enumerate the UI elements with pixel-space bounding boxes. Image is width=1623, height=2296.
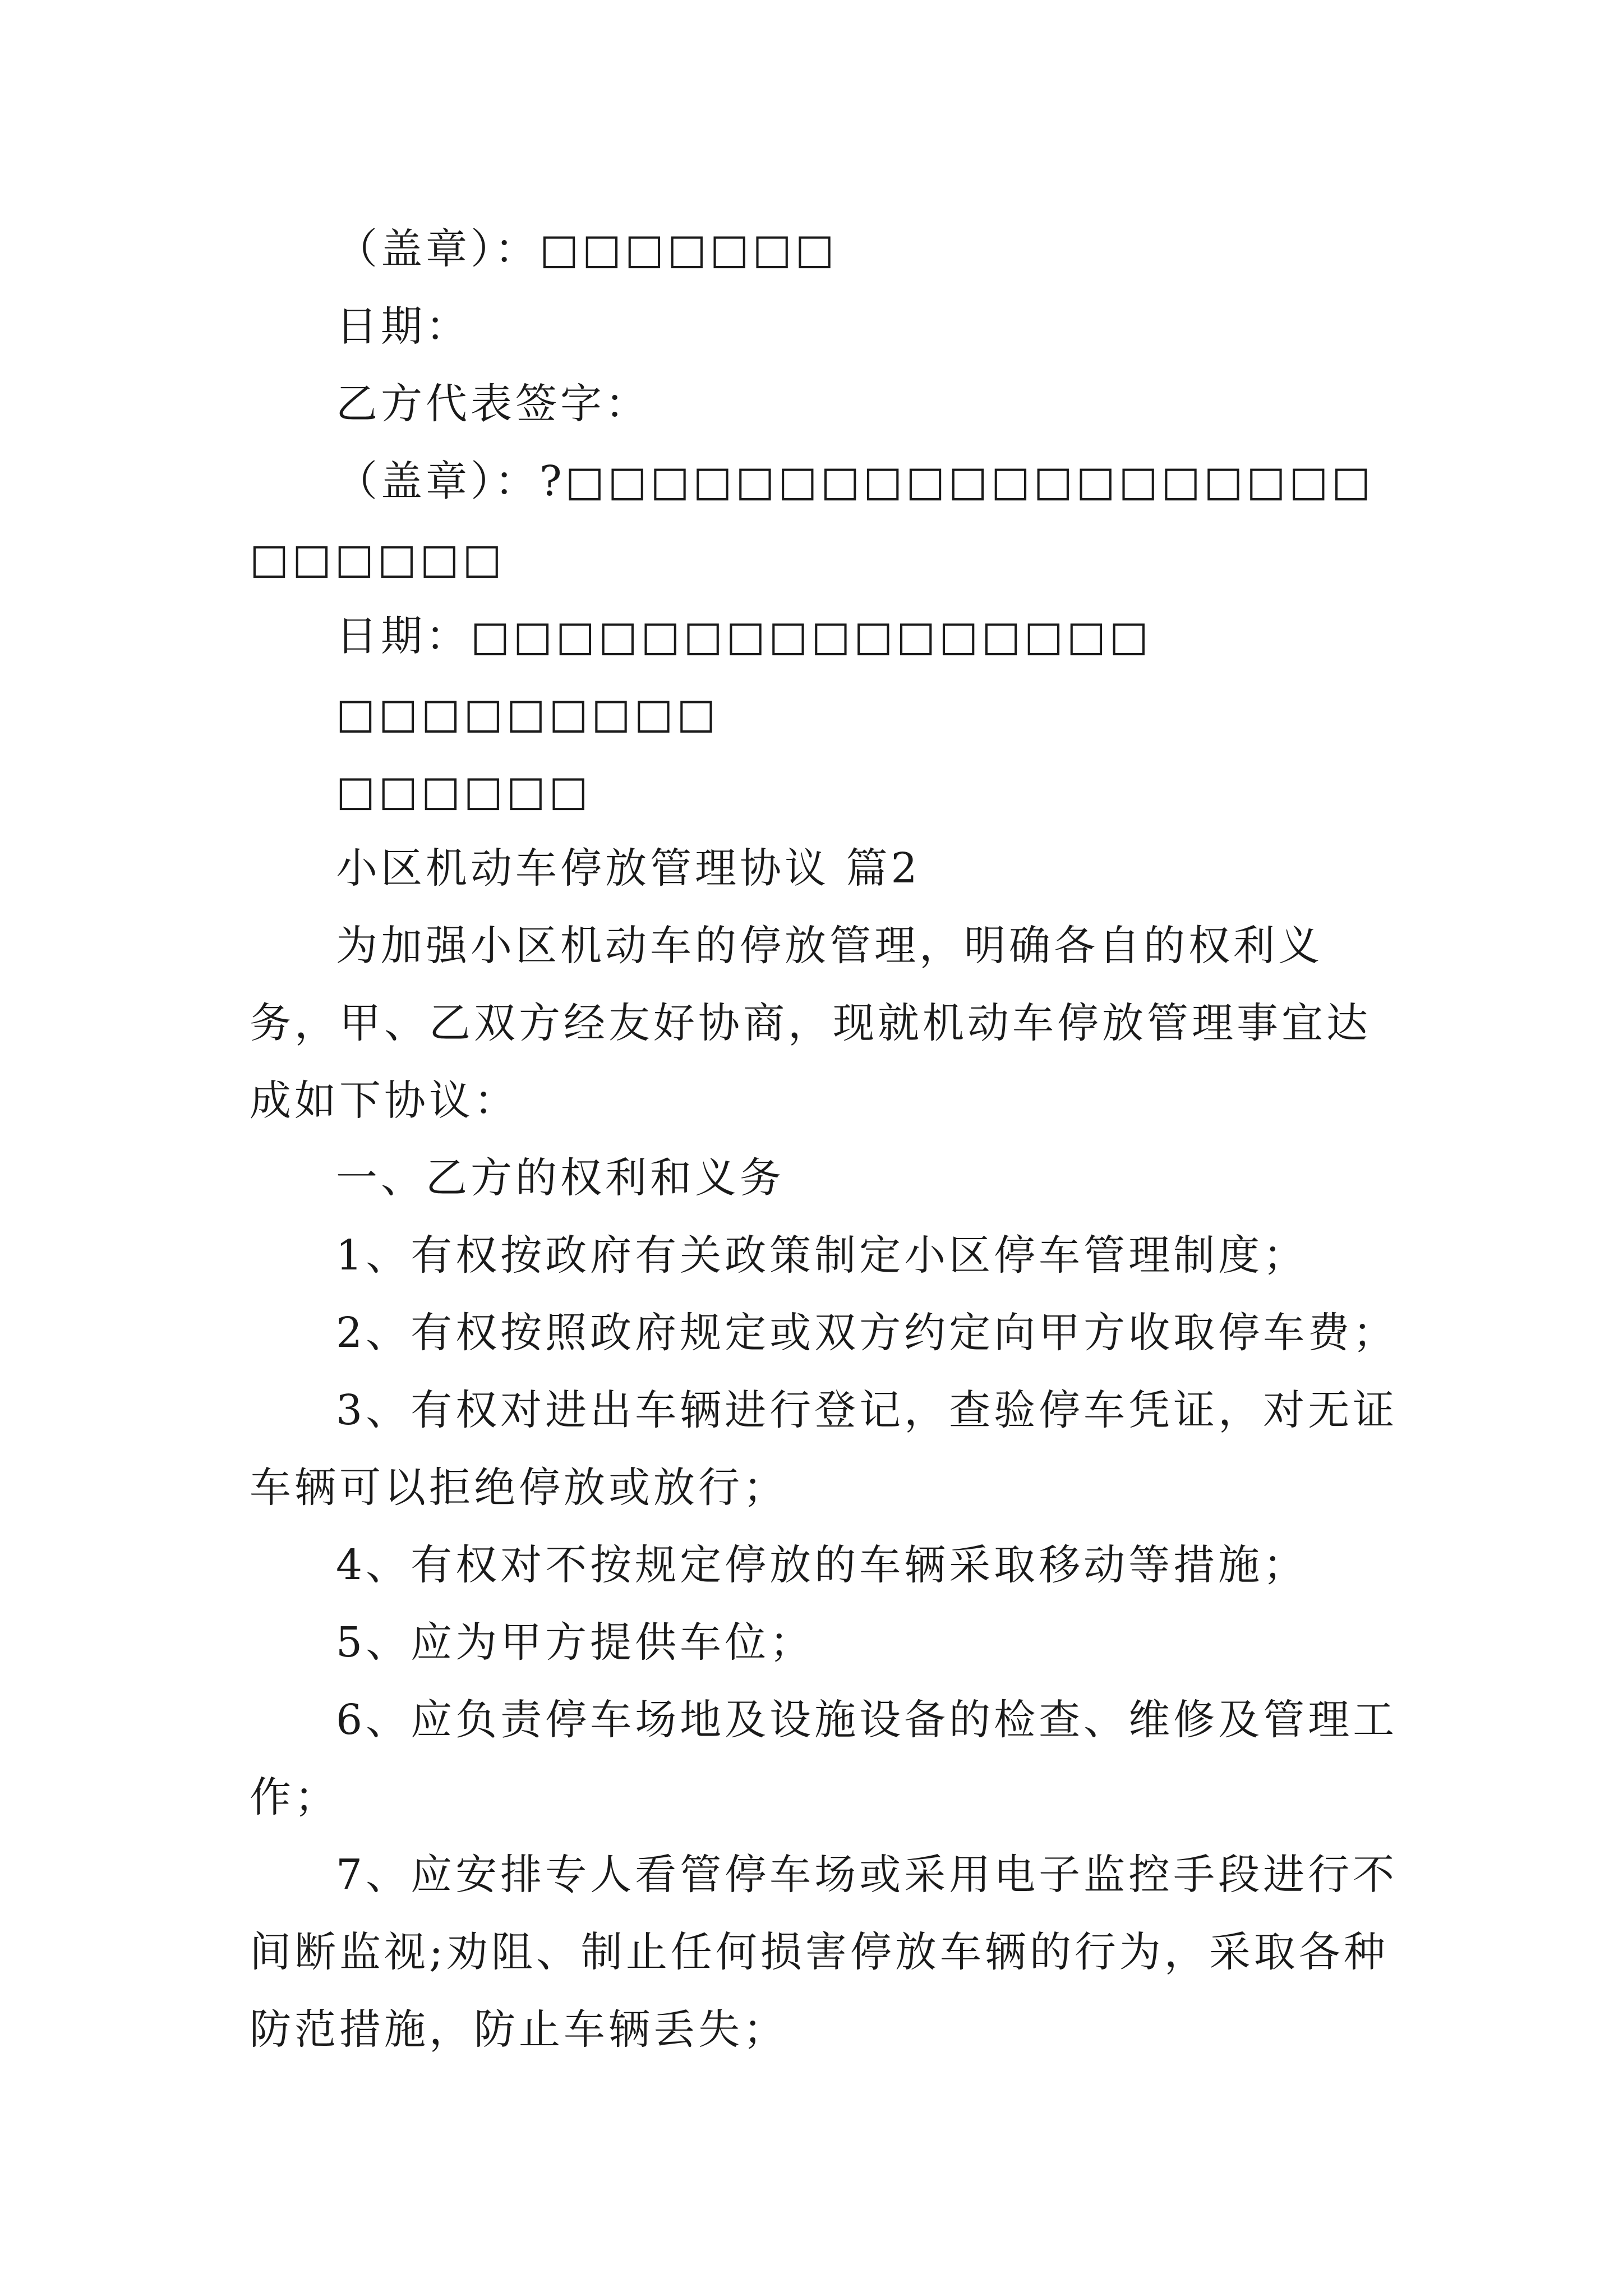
paragraph-intro: 为加强小区机动车的停放管理，明确各自的权利义务，甲、乙双方经友好协商，现就机动车停放管理事宜达成如下协议：: [250, 922, 1371, 1125]
paragraph-stamp-party-b: （盖章）：?□□□□□□□□□□□□□□□□□□□□□□□□□: [250, 457, 1375, 583]
paragraph-date-party-b: 日期：□□□□□□□□□□□□□□□□: [336, 612, 1152, 660]
paragraph-party-b-signature: 乙方代表签字：: [336, 380, 650, 428]
clause-6: 6、应负责停车场地及设施设备的检查、维修及管理工作；: [250, 1696, 1398, 1821]
section-title: 小区机动车停放管理协议 篇2: [336, 844, 921, 892]
clause-1: 1、有权按政府有关政策制定小区停车管理制度；: [336, 1231, 1308, 1280]
paragraph-stamp-party-a: （盖章）：□□□□□□□: [336, 225, 838, 273]
clause-5: 5、应为甲方提供车位；: [336, 1618, 815, 1667]
clause-4: 4、有权对不按规定停放的车辆采取移动等措施；: [336, 1541, 1308, 1589]
document-body: [250, 210, 1402, 2068]
paragraph-placeholder-2: □□□□□□: [336, 767, 592, 815]
paragraph-date-party-a: 日期：: [336, 302, 471, 351]
paragraph-placeholder-1: □□□□□□□□□: [336, 689, 720, 738]
clause-7: 7、应安排专人看管停车场或采用电子监控手段进行不间断监视;劝阻、制止任何损害停放车辆的行为，采取各种防范措施，防止车辆丢失；: [250, 1851, 1398, 2054]
section-heading-rights: 一、乙方的权利和义务: [336, 1154, 785, 1202]
clause-2: 2、有权按照政府规定或双方约定向甲方收取停车费；: [336, 1309, 1398, 1357]
clause-3: 3、有权对进出车辆进行登记，查验停车凭证，对无证车辆可以拒绝停放或放行；: [250, 1386, 1398, 1512]
